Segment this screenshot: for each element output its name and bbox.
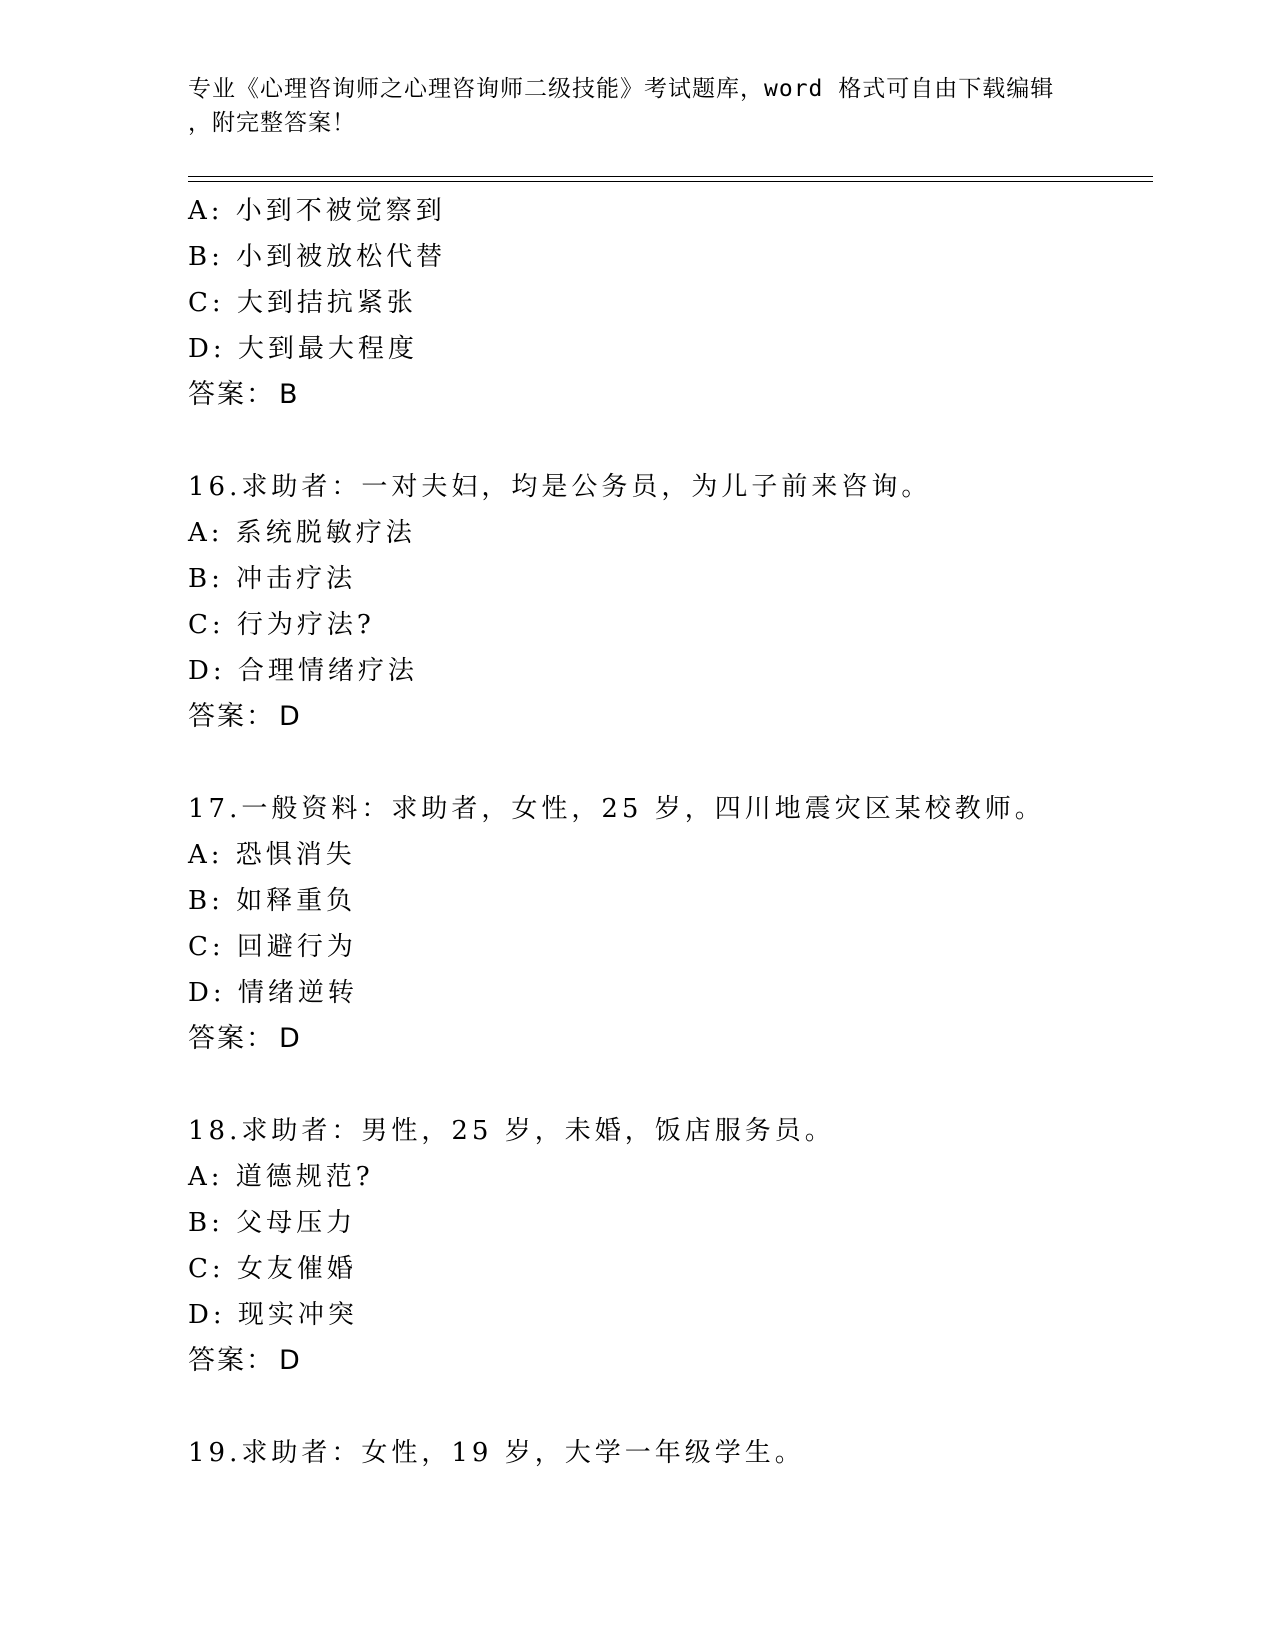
question-text: 17.一般资料：求助者，女性，25 岁，四川地震灾区某校教师。	[188, 794, 1045, 824]
option-a: A: 系统脱敏疗法	[188, 518, 416, 548]
answer-line	[188, 1338, 1148, 1384]
option-d: D: 合理情绪疗法	[188, 656, 418, 686]
answer-line	[188, 372, 1148, 418]
question-text: 16.求助者：一对夫妇，均是公务员，为儿子前来咨询。	[188, 472, 932, 502]
option-b: B: 小到被放松代替	[188, 242, 447, 272]
header-line-1: 专业《心理咨询师之心理咨询师二级技能》考试题库，word 格式可自由下载编辑	[188, 76, 1055, 102]
option-a: A: 小到不被觉察到	[188, 196, 446, 226]
question-block-15	[188, 188, 1148, 418]
answer-key: B	[279, 379, 300, 410]
option-d: D: 现实冲突	[188, 1300, 358, 1330]
header-divider-bottom	[188, 181, 1153, 182]
question-block-16	[188, 464, 1148, 740]
question-block-17	[188, 786, 1148, 1062]
answer-key: D	[279, 1023, 302, 1054]
option-c: C: 行为疗法?	[188, 610, 375, 640]
question-block-18	[188, 1108, 1148, 1384]
question-text: 19.求助者：女性，19 岁，大学一年级学生。	[188, 1438, 805, 1468]
answer-key: D	[279, 701, 302, 732]
option-c: C: 回避行为	[188, 932, 357, 962]
option-d: D: 大到最大程度	[188, 334, 418, 364]
option-c: C: 女友催婚	[188, 1254, 357, 1284]
option-c: C: 大到拮抗紧张	[188, 288, 417, 318]
answer-line	[188, 1016, 1148, 1062]
option-a: A: 道德规范?	[188, 1162, 374, 1192]
answer-line	[188, 694, 1148, 740]
answer-key: D	[279, 1345, 302, 1376]
question-text: 18.求助者：男性，25 岁，未婚，饭店服务员。	[188, 1116, 835, 1146]
answer-label: 答案：	[188, 701, 275, 732]
header-divider-top	[188, 176, 1153, 177]
question-block-19	[188, 1430, 1148, 1476]
answer-label: 答案：	[188, 1023, 275, 1054]
option-b: B: 如释重负	[188, 886, 357, 916]
option-b: B: 冲击疗法	[188, 564, 357, 594]
header-line-2: ，附完整答案！	[188, 110, 356, 136]
question-list	[188, 188, 1148, 1476]
option-a: A: 恐惧消失	[188, 840, 356, 870]
document-header	[188, 72, 1088, 140]
option-b: B: 父母压力	[188, 1208, 357, 1238]
answer-label: 答案：	[188, 1345, 275, 1376]
answer-label: 答案：	[188, 379, 275, 410]
option-d: D: 情绪逆转	[188, 978, 358, 1008]
